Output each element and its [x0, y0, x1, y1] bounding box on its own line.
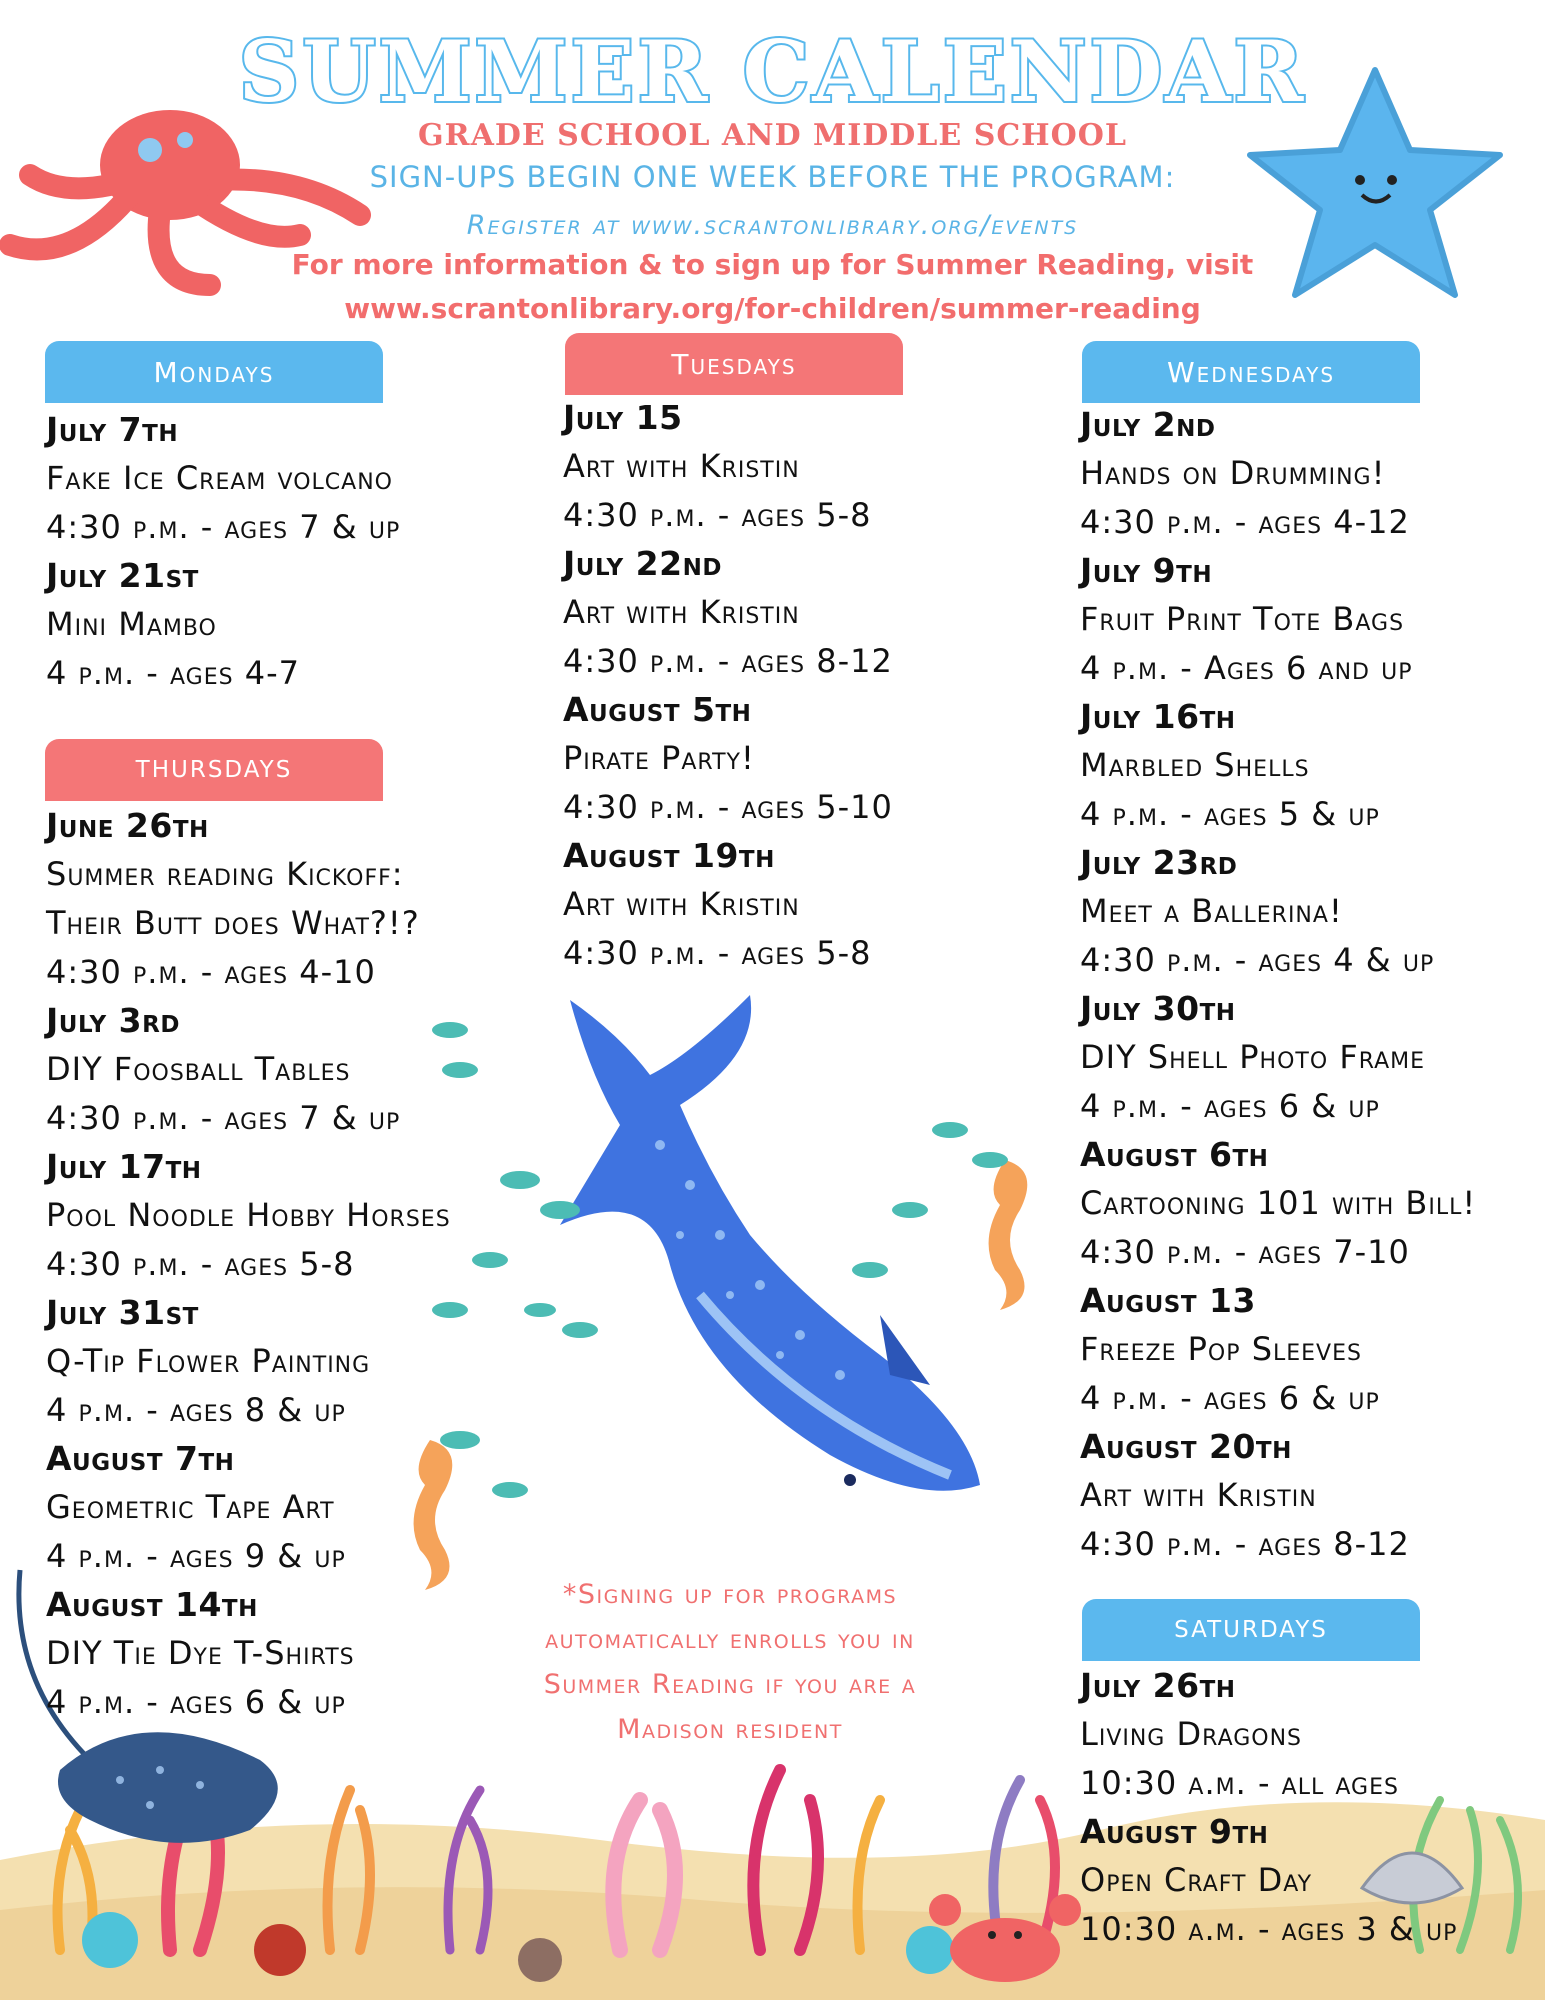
event-name: Open Craft Day: [1080, 1861, 1313, 1899]
event-name-line2: Their Butt does What?!?: [46, 904, 420, 942]
event-date: July 23rd: [1080, 843, 1238, 882]
event-date: July 3rd: [46, 1001, 180, 1040]
event-name: Mini Mambo: [46, 605, 217, 643]
event-name: DIY Tie Dye T-Shirts: [46, 1634, 355, 1672]
list-item: [1080, 1808, 1457, 1954]
event-date: July 21st: [46, 556, 199, 595]
mondays-list: [46, 406, 400, 698]
saturdays-list: [1080, 1662, 1457, 1954]
list-item: [1080, 401, 1476, 547]
event-time: 4 p.m. - ages 6 & up: [1080, 1379, 1380, 1417]
note-line: automatically enrolls you in: [545, 1624, 915, 1655]
list-item: [1080, 693, 1476, 839]
event-time: 4 p.m. - ages 5 & up: [1080, 795, 1380, 833]
tab-thursdays: THURSDAYS: [45, 739, 383, 801]
event-name: Hands on Drumming!: [1080, 454, 1386, 492]
event-date: August 13: [1080, 1281, 1256, 1320]
list-item: [563, 394, 893, 540]
event-time: 4:30 p.m. - ages 5-10: [563, 788, 893, 826]
event-time: 4:30 p.m. - ages 8-12: [563, 642, 893, 680]
page-subtitle: GRADE SCHOOL AND MIDDLE SCHOOL: [418, 118, 1127, 153]
event-time: 4:30 p.m. - ages 7-10: [1080, 1233, 1410, 1271]
event-date: August 5th: [563, 690, 752, 729]
tab-tuesdays: Tuesdays: [565, 333, 903, 395]
list-item: [1080, 839, 1476, 985]
event-name: Freeze Pop Sleeves: [1080, 1330, 1362, 1368]
event-date: August 6th: [1080, 1135, 1269, 1174]
note-line: *Signing up for programs: [562, 1579, 898, 1610]
list-item: [46, 1435, 451, 1581]
event-time: 4 p.m. - ages 4-7: [46, 654, 301, 692]
event-date: July 26th: [1080, 1666, 1236, 1705]
event-name: Geometric Tape Art: [46, 1488, 335, 1526]
list-item: [563, 686, 893, 832]
event-name: DIY Foosball Tables: [46, 1050, 351, 1088]
tuesdays-list: [563, 394, 893, 978]
list-item: [46, 552, 400, 698]
event-time: 4:30 p.m. - ages 5-8: [46, 1245, 355, 1283]
event-name: Art with Kristin: [563, 447, 800, 485]
summer-reading-link[interactable]: www.scrantonlibrary.org/for-children/summer-reading: [344, 292, 1201, 325]
event-name: Art with Kristin: [1080, 1476, 1317, 1514]
event-date: June 26th: [46, 806, 209, 845]
note-line: Madison resident: [617, 1714, 843, 1745]
list-item: [1080, 985, 1476, 1131]
event-name: Living Dragons: [1080, 1715, 1303, 1753]
event-name: Fruit Print Tote Bags: [1080, 600, 1405, 638]
list-item: [46, 802, 451, 997]
enrollment-note: [490, 1572, 970, 1752]
list-item: [46, 1143, 451, 1289]
tab-saturdays: SATURDAYS: [1082, 1599, 1420, 1661]
event-time: 4:30 p.m. - ages 4 & up: [1080, 941, 1435, 979]
info-line: For more information & to sign up for Summer Reading, visit: [291, 248, 1254, 281]
list-item: [46, 406, 400, 552]
event-name: Art with Kristin: [563, 885, 800, 923]
event-time: 4 p.m. - ages 9 & up: [46, 1537, 346, 1575]
event-date: August 9th: [1080, 1812, 1269, 1851]
list-item: [1080, 547, 1476, 693]
note-line: Summer Reading if you are a: [543, 1669, 917, 1700]
event-time: 4 p.m. - Ages 6 and up: [1080, 649, 1413, 687]
event-time: 4:30 p.m. - ages 7 & up: [46, 508, 401, 546]
event-time: 4:30 p.m. - ages 5-8: [563, 934, 872, 972]
list-item: [1080, 1277, 1476, 1423]
event-name: Art with Kristin: [563, 593, 800, 631]
list-item: [1080, 1662, 1457, 1808]
event-time: 4:30 p.m. - ages 7 & up: [46, 1099, 401, 1137]
list-item: [1080, 1131, 1476, 1277]
event-name: Fake Ice Cream volcano: [46, 459, 393, 497]
event-time: 4 p.m. - ages 6 & up: [46, 1683, 346, 1721]
tab-wednesdays: Wednesdays: [1082, 341, 1420, 403]
event-date: August 7th: [46, 1439, 235, 1478]
signups-notice: SIGN-UPS BEGIN ONE WEEK BEFORE THE PROGRAM:: [369, 160, 1176, 194]
event-date: July 15: [563, 398, 683, 437]
event-name: Marbled Shells: [1080, 746, 1310, 784]
list-item: [563, 540, 893, 686]
event-date: July 16th: [1080, 697, 1236, 736]
event-date: August 19th: [563, 836, 775, 875]
event-date: August 14th: [46, 1585, 258, 1624]
event-date: July 9th: [1080, 551, 1213, 590]
event-date: July 17th: [46, 1147, 202, 1186]
event-date: July 7th: [46, 410, 179, 449]
event-time: 4:30 p.m. - ages 8-12: [1080, 1525, 1410, 1563]
tab-mondays: Mondays: [45, 341, 383, 403]
event-name: DIY Shell Photo Frame: [1080, 1038, 1426, 1076]
event-time: 4 p.m. - ages 8 & up: [46, 1391, 346, 1429]
wednesdays-list: [1080, 401, 1476, 1569]
event-date: July 31st: [46, 1293, 199, 1332]
list-item: [563, 832, 893, 978]
event-time: 10:30 a.m. - ages 3 & up: [1080, 1910, 1458, 1948]
event-time: 4:30 p.m. - ages 4-10: [46, 953, 376, 991]
fish-school-illustration: [430, 1010, 1050, 1570]
list-item: [1080, 1423, 1476, 1569]
event-time: 4:30 p.m. - ages 5-8: [563, 496, 872, 534]
event-time: 10:30 a.m. - all ages: [1080, 1764, 1399, 1802]
thursdays-list: [46, 802, 451, 1727]
event-date: July 30th: [1080, 989, 1236, 1028]
event-date: July 22nd: [563, 544, 722, 583]
event-date: July 2nd: [1080, 405, 1216, 444]
event-name: Q-Tip Flower Painting: [46, 1342, 371, 1380]
list-item: [46, 1581, 451, 1727]
event-name: Cartooning 101 with Bill!: [1080, 1184, 1477, 1222]
event-name: Summer reading Kickoff:: [46, 855, 404, 893]
register-link[interactable]: Register at www.scrantonlibrary.org/events: [466, 210, 1079, 241]
event-time: 4:30 p.m. - ages 4-12: [1080, 503, 1410, 541]
page-title: SUMMER CALENDAR: [238, 22, 1307, 121]
event-time: 4 p.m. - ages 6 & up: [1080, 1087, 1380, 1125]
list-item: [46, 997, 451, 1143]
event-name: Pirate Party!: [563, 739, 755, 777]
event-name: Meet a Ballerina!: [1080, 892, 1343, 930]
event-date: August 20th: [1080, 1427, 1292, 1466]
crab-illustration: [920, 1880, 1090, 1990]
event-name: Pool Noodle Hobby Horses: [46, 1196, 451, 1234]
list-item: [46, 1289, 451, 1435]
